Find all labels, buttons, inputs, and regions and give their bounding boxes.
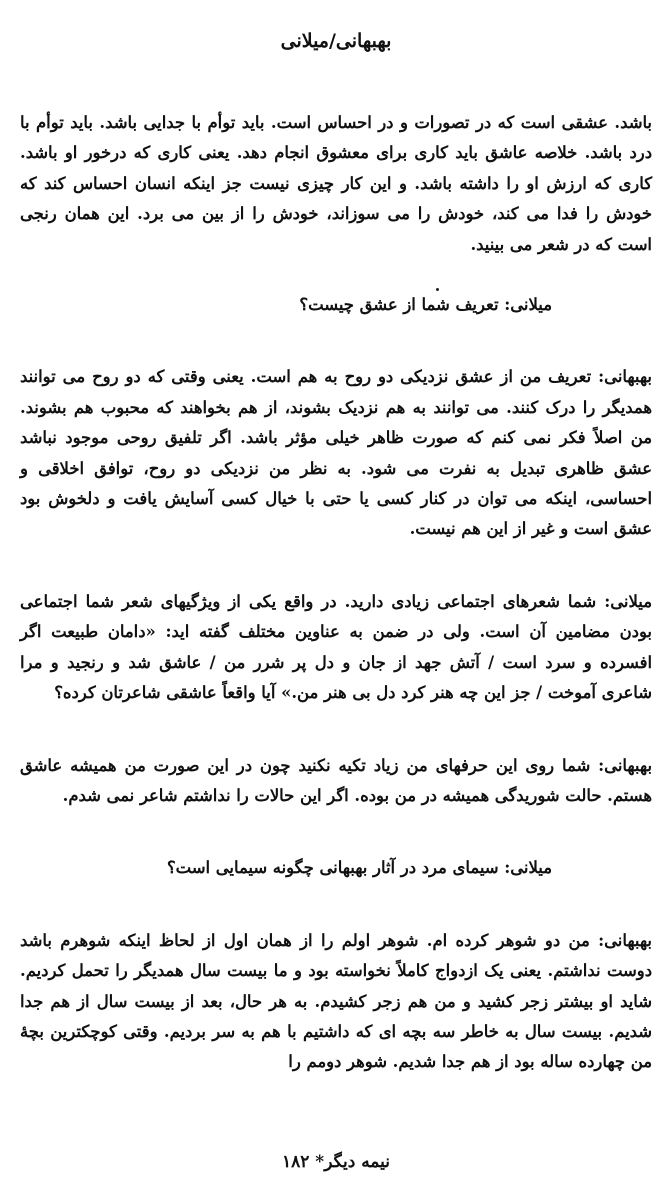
question-social-poems: میلانی: شما شعرهای اجتماعی زیادی دارید. در واقع یکی از ویژگیهای شعر شما اجتماعی بودن مضامین آن است. ولی در ضمن به عناوین مختلف گفته اید: «دامان طبیعت اگر افسرده و سرد است / آتش جهد از جان و دل پر شرر من / عاشق شد و رنجید و مرا شاعری آموخت / جز این چه هنر کرد دل بی هنر من.» آیا واقعاً عاشقی شاعرتان کرده؟	[20, 591, 652, 703]
answer-social-poems: بهبهانی: شما روی این حرفهای من زیاد تکیه نکنید چون در این صورت من همیشه عاشق هستم. حالت شوریدگی همیشه در من بوده. اگر این حالات را نداشتم شاعر نمی شدم.	[20, 755, 652, 805]
answer-image-of-man: بهبهانی: من دو شوهر کرده ام. شوهر اولم را از همان اول از لحاظ اینکه شوهرم باشد دوست نداشتم. یعنی یک ازدواج کاملاً نخواسته بود و ما بیست سال همدیگر را تحمل کردیم. شاید او بیشتر زجر کشید و من هم زجر کشیدم. به هر حال، بعد از بیست سال از هم جدا شدیم. بیست سال به خاطر سه بچه ای که داشتیم با هم به سر بردیم. وقتی کوچکترین بچهٔ من چهارده ساله بود از هم جدا شدیم. شوهر دومم را	[20, 930, 652, 1072]
page-footer: نیمه دیگر* ۱۸۲	[281, 1152, 390, 1172]
answer-definition-of-love: بهبهانی: تعریف من از عشق نزدیکی دو روح به هم است. یعنی وقتی که دو روح می توانند همدیگر را درک کنند. می توانند به هم نزدیک بشوند، از هم بخواهند که محبوب هم بشوند. من اصلاً فکر نمی کنم که صورت ظاهر خیلی مؤثر باشد. اگر تلفیق روحی موجود نباشد عشق ظاهری تبدیل به نفرت می شود. به نظر من نزدیکی دو روح، توافق اخلاقی و احساسی، اینکه می توان در کنار کسی یا حتی با خیال کسی آسایش یافت و دلخوش بود عشق است و غیر از این هم نیست.	[20, 367, 652, 539]
page-body	[20, 108, 652, 1078]
running-header: بهبهانی/میلانی	[280, 30, 392, 52]
question-definition-of-love: میلانی: تعریف شما از عشق چیست؟	[299, 295, 552, 315]
paragraph-continuation: باشد. عشقی است که در تصورات و در احساس است. باید توأم با جدایی باشد. باید توأم با درد باشد. خلاصه عاشق باید کاری برای معشوق انجام دهد. یعنی کاری که درخور او باشد. کاری که ارزش او را داشته باشد. و این کار چیزی نیست جز اینکه انسان احساس کند که خودش را فدا می کند، خودش را می سوزاند، خودش را از بین می برد. این همان رنجی است که در شعر می بینید.	[20, 113, 652, 254]
question-image-of-man: میلانی: سیمای مرد در آثار بهبهانی چگونه سیمایی است؟	[166, 858, 552, 878]
